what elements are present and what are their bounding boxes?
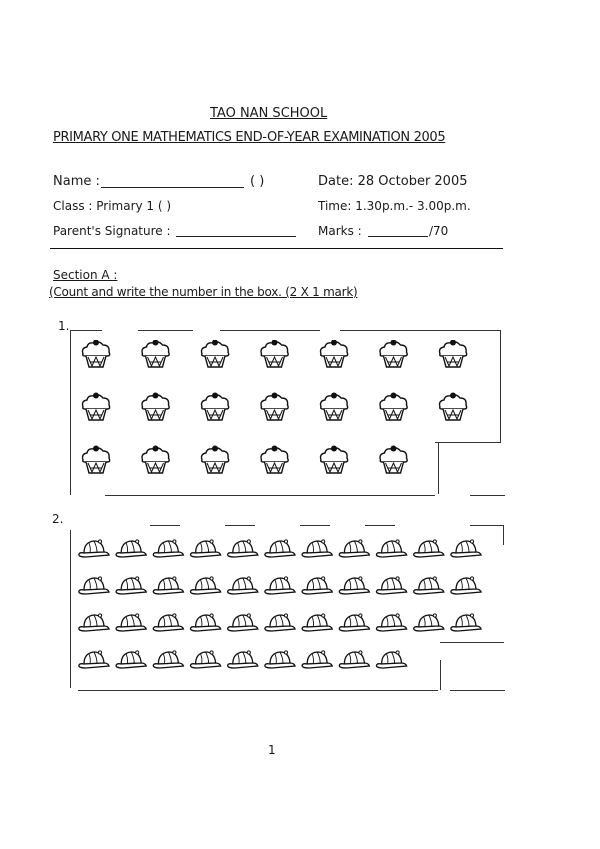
cap-icon — [116, 577, 146, 594]
cupcake-icon — [83, 446, 110, 474]
cap-icon — [153, 577, 183, 594]
cap-icon — [79, 540, 109, 557]
cap-icon — [190, 577, 220, 594]
q2grid-svg — [78, 538, 483, 671]
cap-icon — [79, 577, 109, 594]
frame-edge — [340, 330, 500, 331]
frame-edge — [220, 330, 320, 331]
cupcake-icon — [202, 446, 229, 474]
cap-icon — [116, 540, 146, 557]
header-divider — [50, 248, 503, 249]
cupcake-icon — [202, 340, 229, 367]
cap-icon — [265, 577, 295, 594]
cupcake-icon — [261, 446, 288, 474]
cupcake-icon — [380, 446, 407, 474]
frame-edge — [300, 525, 330, 526]
cupcake-icon — [380, 340, 407, 367]
frame-edge — [470, 525, 503, 526]
marks-label: Marks : — [318, 224, 362, 238]
cap-icon — [190, 540, 220, 557]
cupcake-icon — [380, 393, 407, 421]
name-label: Name : — [53, 174, 100, 189]
marks-total: /70 — [429, 224, 449, 238]
question-2-number: 2. — [52, 512, 64, 526]
cupcake-icon — [142, 446, 169, 474]
cupcake-icon — [83, 393, 110, 421]
cap-icon — [414, 614, 444, 631]
question-1-number: 1. — [58, 319, 70, 333]
exam-time: Time: 1.30p.m.- 3.00p.m. — [318, 199, 471, 213]
frame-edge — [70, 330, 71, 495]
frame-edge — [105, 495, 435, 496]
cap-icon — [228, 577, 258, 594]
cupcake-icon — [321, 340, 348, 367]
name-index-paren: ( ) — [250, 174, 265, 189]
cap-icon — [451, 577, 481, 594]
frame-edge — [150, 525, 180, 526]
cupcake-icon — [440, 340, 467, 367]
name-line — [101, 187, 244, 188]
cap-icon — [339, 577, 369, 594]
cap-icon — [376, 577, 406, 594]
cap-icon — [339, 540, 369, 557]
cupcake-icon — [321, 446, 348, 474]
cap-icon — [414, 577, 444, 594]
frame-edge — [503, 525, 504, 545]
cap-icon — [376, 651, 406, 668]
cap-icon — [376, 614, 406, 631]
cap-icon — [376, 540, 406, 557]
cap-icon — [79, 651, 109, 668]
q2-answer-box-line — [450, 690, 505, 691]
cap-icon — [153, 614, 183, 631]
cap-icon — [228, 540, 258, 557]
cap-icon — [451, 540, 481, 557]
cupcake-icon — [261, 393, 288, 421]
frame-edge — [225, 525, 255, 526]
cupcake-icon — [142, 393, 169, 421]
cap-icon — [116, 651, 146, 668]
signature-line — [176, 236, 296, 237]
cap-icon — [265, 540, 295, 557]
cap-icon — [451, 614, 481, 631]
cap-icon — [302, 651, 332, 668]
frame-edge — [138, 330, 193, 331]
exam-title: PRIMARY ONE MATHEMATICS END-OF-YEAR EXAMINATION 2005 — [53, 130, 446, 145]
cupcake-icon — [142, 340, 169, 367]
school-name: TAO NAN SCHOOL — [210, 106, 328, 121]
frame-edge — [70, 530, 71, 688]
section-instruction: (Count and write the number in the box. (2 X 1 mark) — [49, 285, 358, 299]
cap-icon — [228, 614, 258, 631]
cupcake-grid — [80, 340, 469, 476]
cupcake-icon — [83, 340, 110, 367]
frame-edge — [78, 690, 438, 691]
frame-edge — [500, 330, 501, 442]
cap-icon — [339, 614, 369, 631]
frame-edge — [365, 525, 395, 526]
exam-date: Date: 28 October 2005 — [318, 174, 468, 189]
cap-icon — [302, 577, 332, 594]
page-number: 1 — [268, 743, 276, 757]
q1-answer-box-line — [470, 495, 505, 496]
cap-icon — [190, 614, 220, 631]
section-title: Section A : — [53, 268, 118, 282]
cupcake-icon — [261, 340, 288, 367]
cap-icon — [228, 651, 258, 668]
cap-icon — [302, 614, 332, 631]
cap-icon — [265, 651, 295, 668]
cap-icon — [265, 614, 295, 631]
marks-line — [368, 236, 428, 237]
cap-icon — [79, 614, 109, 631]
signature-label: Parent's Signature : — [53, 224, 171, 238]
cap-icon — [414, 540, 444, 557]
class-label: Class : Primary 1 ( ) — [53, 199, 172, 213]
cap-icon — [190, 651, 220, 668]
cupcake-icon — [321, 393, 348, 421]
cupcake-icon — [202, 393, 229, 421]
cap-icon — [339, 651, 369, 668]
cap-icon — [153, 540, 183, 557]
cap-icon — [302, 540, 332, 557]
cupcake-icon — [440, 393, 467, 421]
cap-grid — [78, 538, 483, 671]
frame-edge — [70, 330, 102, 331]
cap-icon — [153, 651, 183, 668]
cap-icon — [116, 614, 146, 631]
q1grid-svg — [80, 340, 469, 476]
